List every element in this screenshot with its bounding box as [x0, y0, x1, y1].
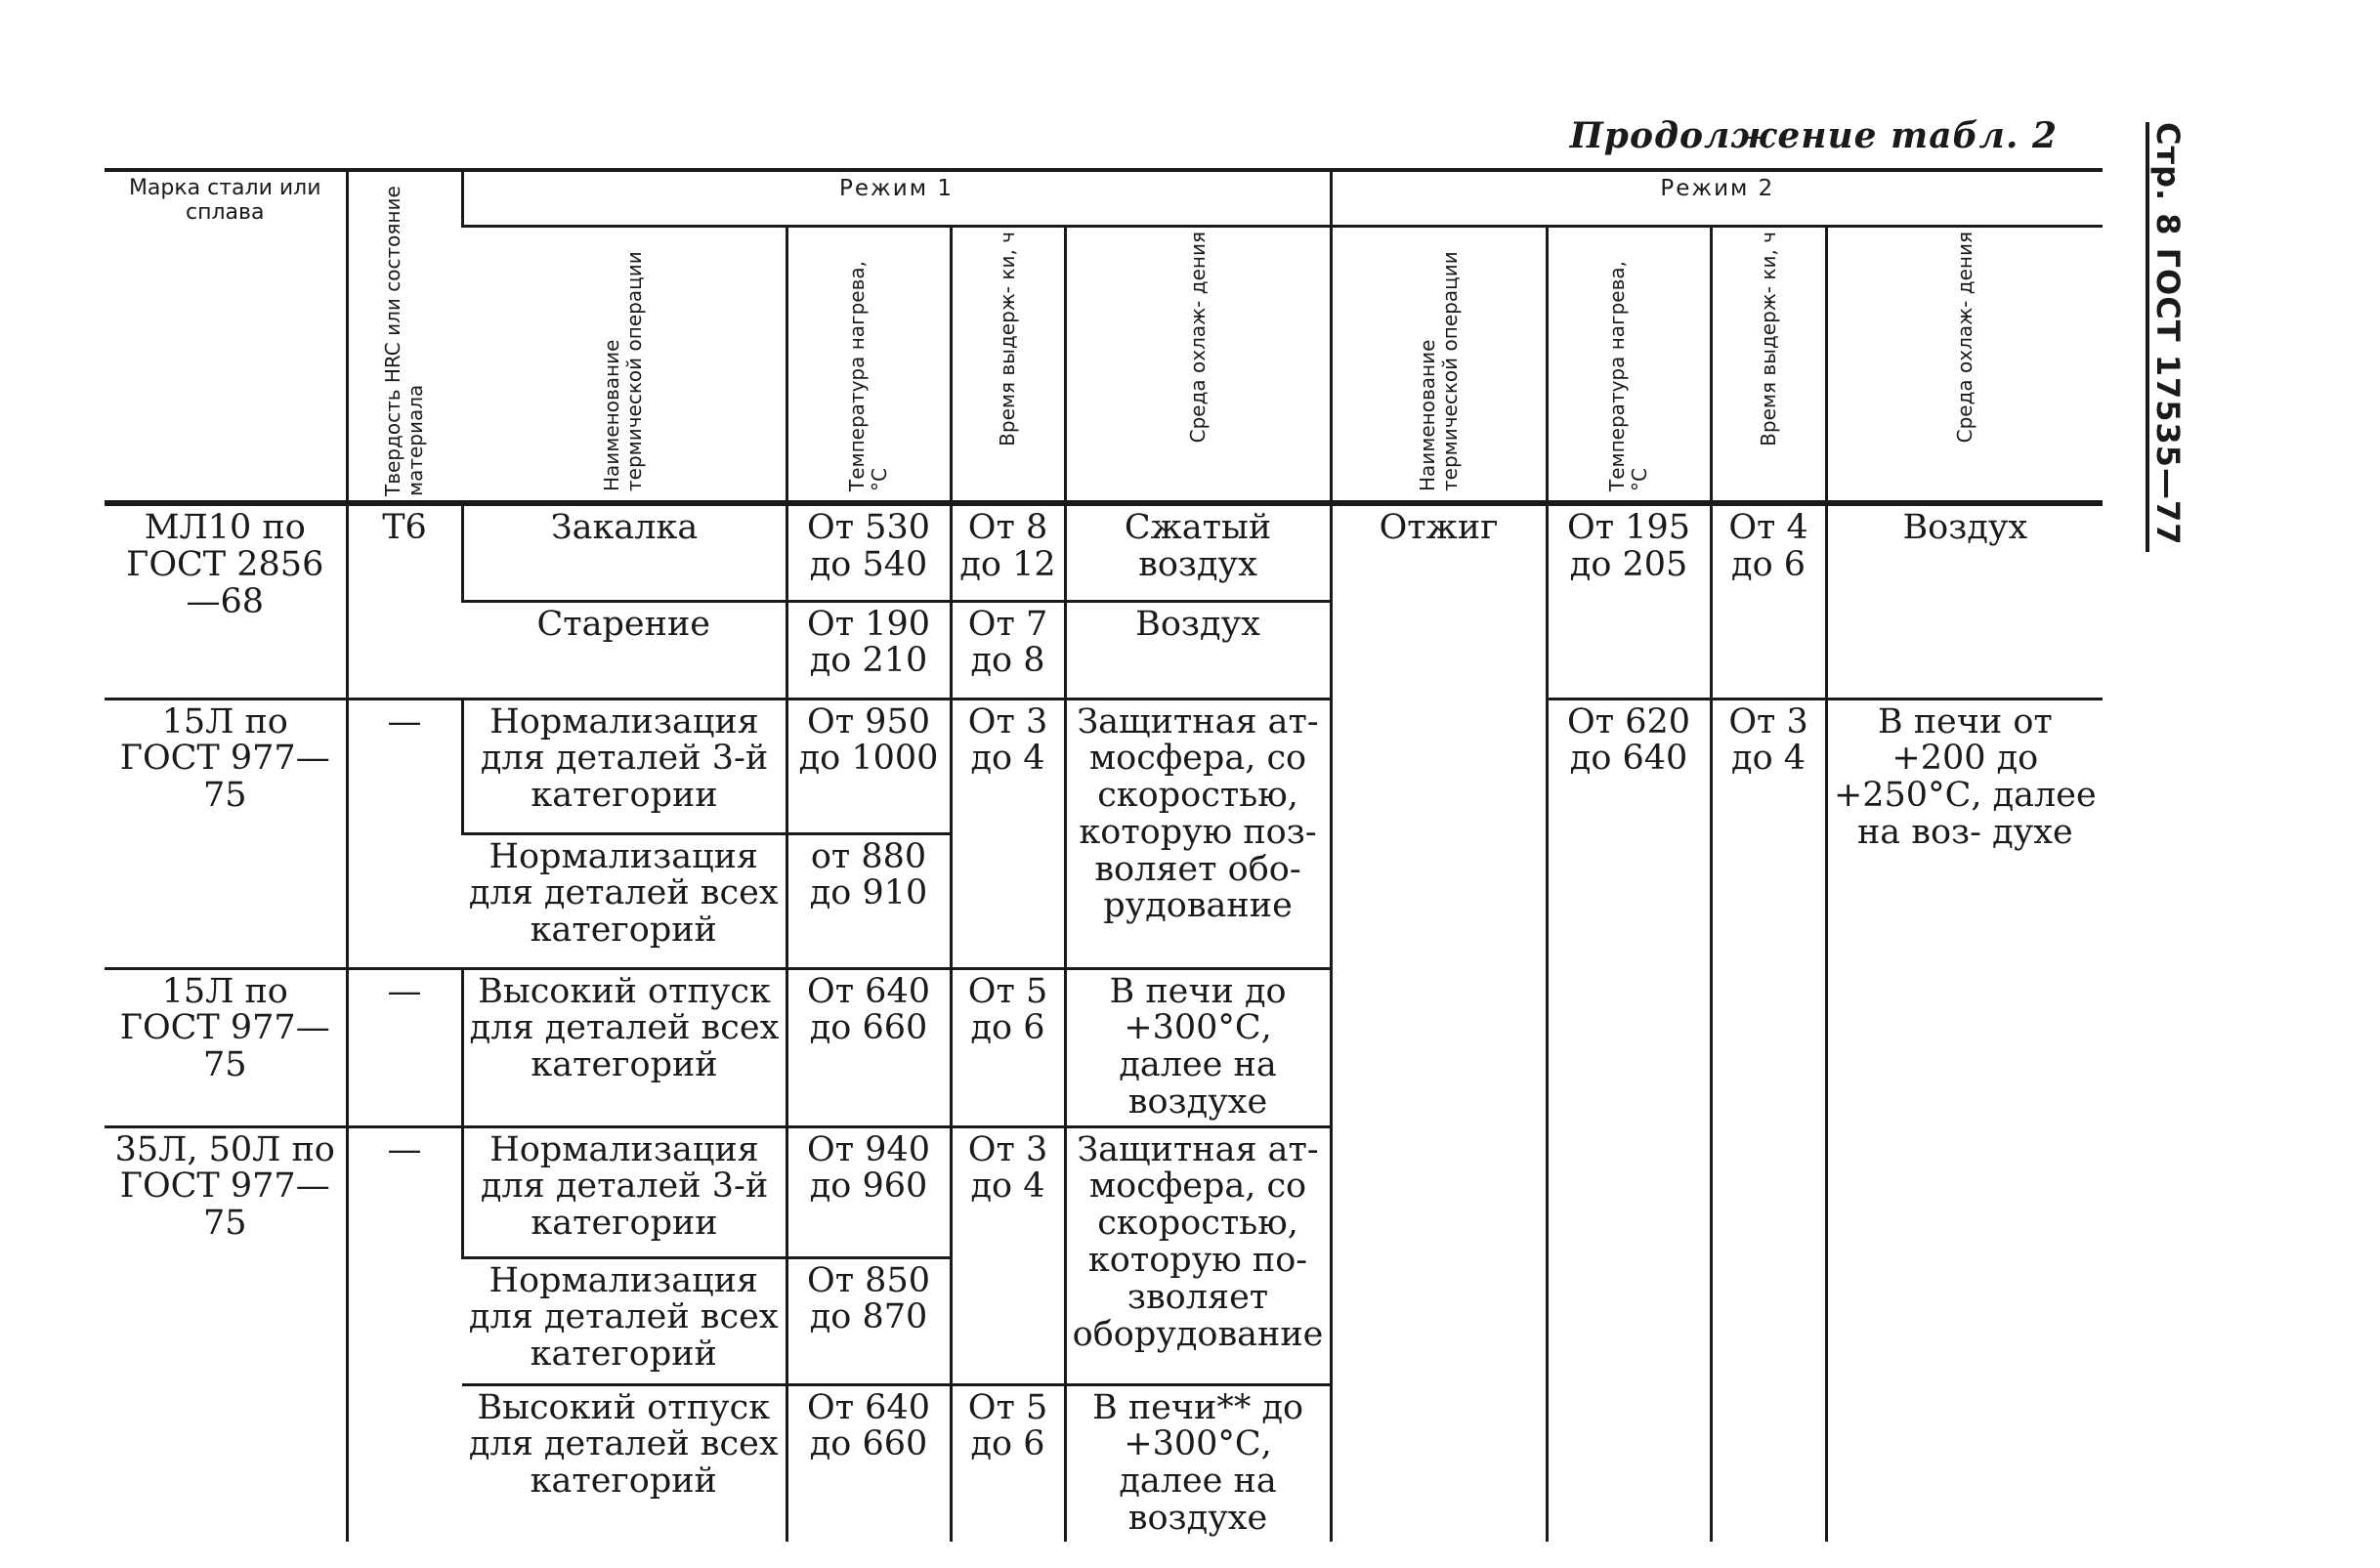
cooling-35l-tempering: В печи** до +300°С, далее на воздухе — [1065, 1384, 1331, 1542]
header-hardness: Твердость HRC или состояние материала — [347, 170, 462, 503]
header-temperature-2: Температура нагрева, °С — [1547, 227, 1711, 504]
operation-35l-tempering: Высокий отпуск для деталей всех категорий — [468, 1387, 779, 1502]
cooling-aging: Воздух — [1065, 601, 1331, 699]
operation-quenching: Закалка — [462, 503, 786, 601]
header-cooling-2: Среда охлаж- дения — [1826, 227, 2103, 504]
hardness-15l-tempering: — — [347, 968, 462, 1126]
header-hold-time-2: Время выдерж- ки, ч — [1711, 227, 1826, 504]
mode2-time-shared: От 3 до 4 — [1711, 699, 1826, 1542]
mode2-time-ml10: От 4 до 6 — [1711, 503, 1826, 699]
mode2-cooling-ml10: Воздух — [1826, 503, 2103, 699]
temp-quenching: От 530 до 540 — [786, 503, 951, 601]
header-operation-2: Наименование термической операции — [1331, 227, 1547, 504]
hardness-35l-50l: — — [347, 1126, 462, 1542]
cooling-15l-norm: Защитная ат- мосфера, со скоростью, которую поз- воляет обо- рудование — [1065, 699, 1331, 968]
heat-treatment-table — [105, 168, 2103, 1542]
operation-35l-norm-cat3: Нормализация для деталей 3-й категории — [462, 1126, 786, 1257]
time-quenching: От 8 до 12 — [951, 503, 1065, 601]
operation-15l-norm-cat3: Нормализация для деталей 3-й категории — [462, 699, 786, 833]
mode2-temp-ml10: От 195 до 205 — [1547, 503, 1711, 699]
operation-35l-norm-all: Нормализация для деталей всех категорий — [462, 1257, 786, 1384]
grade-35l-50l: 35Л, 50Л по ГОСТ 977—75 — [114, 1129, 335, 1244]
hardness-15l-normalization: — — [347, 699, 462, 968]
temp-35l-tempering: От 640 до 660 — [786, 1384, 951, 1542]
cooling-15l-tempering: В печи до +300°С, далее на воздухе — [1065, 968, 1331, 1126]
time-35l-tempering: От 5 до 6 — [951, 1384, 1065, 1542]
grade-15l-normalization: 15Л по ГОСТ 977—75 — [105, 699, 347, 968]
header-mode-2: Режим 2 — [1331, 170, 2103, 227]
header-hold-time-1: Время выдерж- ки, ч — [951, 227, 1065, 504]
time-15l-tempering: От 5 до 6 — [951, 968, 1065, 1126]
mode2-operation-annealing: Отжиг — [1331, 503, 1547, 1542]
header-mode-1: Режим 1 — [462, 170, 1331, 227]
temp-15l-tempering: От 640 до 660 — [786, 968, 951, 1126]
hardness-ml10: Т6 — [347, 503, 462, 699]
time-15l-norm: От 3 до 4 — [951, 699, 1065, 968]
operation-15l-norm-all: Нормализация для деталей всех категорий — [462, 833, 786, 968]
temp-aging: От 190 до 210 — [786, 601, 951, 699]
header-temperature-1: Температура нагрева, °С — [786, 227, 951, 504]
cooling-35l-norm: Защитная ат- мосфера, со скоростью, которую по- зволяет оборудование — [1065, 1126, 1331, 1384]
header-operation-1: Наименование термической операции — [462, 227, 786, 504]
operation-aging: Старение — [462, 601, 786, 699]
temp-15l-norm-cat3: От 950 до 1000 — [786, 699, 951, 833]
mode2-temp-shared: От 620 до 640 — [1547, 699, 1711, 1542]
temp-15l-norm-all: от 880 до 910 — [786, 833, 951, 968]
time-35l-norm: От 3 до 4 — [951, 1126, 1065, 1384]
operation-15l-tempering: Высокий отпуск для деталей всех категорий — [462, 968, 786, 1126]
cooling-quenching: Сжатый воздух — [1065, 503, 1331, 601]
grade-15l-tempering: 15Л по ГОСТ 977—75 — [105, 968, 347, 1126]
header-grade: Марка стали или сплава — [105, 170, 347, 503]
table-caption: Продолжение табл. 2 — [1569, 115, 2058, 156]
header-cooling-1: Среда охлаж- дения — [1065, 227, 1331, 504]
time-aging: От 7 до 8 — [951, 601, 1065, 699]
temp-35l-norm-all: От 850 до 870 — [786, 1257, 951, 1384]
mode2-cooling-shared: В печи от +200 до +250°С, далее на воз- духе — [1826, 699, 2103, 1542]
page-side-label: Стр. 8 ГОСТ 17535—77 — [2149, 122, 2187, 546]
grade-ml10: МЛ10 по ГОСТ 2856—68 — [105, 503, 347, 699]
temp-35l-norm-cat3: От 940 до 960 — [786, 1126, 951, 1257]
